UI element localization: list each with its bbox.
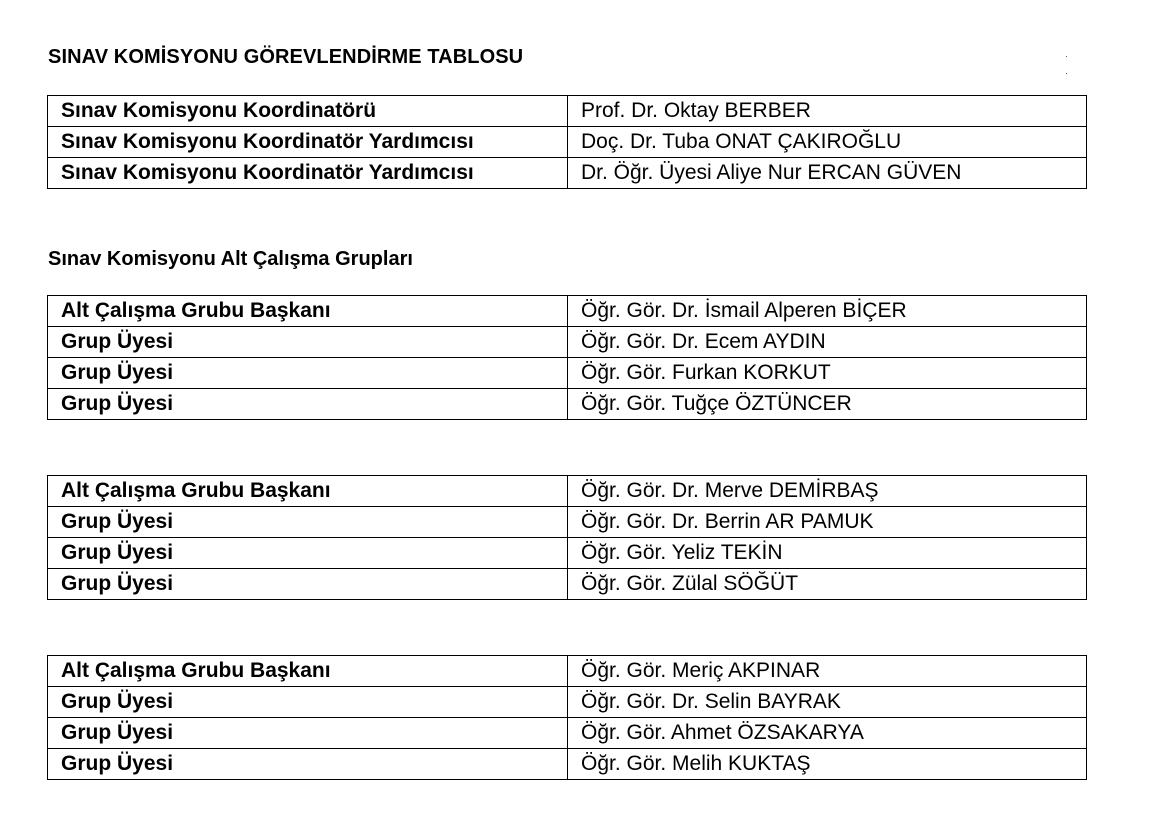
table-row — [48, 749, 1087, 780]
role-cell: Grup Üyesi — [48, 538, 568, 569]
role-cell: Grup Üyesi — [48, 749, 568, 780]
role-cell: Grup Üyesi — [48, 389, 568, 420]
person-cell: Öğr. Gör. Meriç AKPINAR — [568, 656, 1087, 687]
table-row — [48, 476, 1087, 507]
person-cell: Öğr. Gör. Zülal SÖĞÜT — [568, 569, 1087, 600]
role-cell: Grup Üyesi — [48, 569, 568, 600]
table-row — [48, 358, 1087, 389]
person-cell: Öğr. Gör. Dr. Selin BAYRAK — [568, 687, 1087, 718]
role-cell: Sınav Komisyonu Koordinatör Yardımcısı — [48, 127, 568, 158]
role-cell: Grup Üyesi — [48, 687, 568, 718]
role-cell: Grup Üyesi — [48, 507, 568, 538]
person-cell: Dr. Öğr. Üyesi Aliye Nur ERCAN GÜVEN — [568, 158, 1087, 189]
table-row — [48, 507, 1087, 538]
person-cell: Öğr. Gör. Dr. Ecem AYDIN — [568, 327, 1087, 358]
page-title: SINAV KOMİSYONU GÖREVLENDİRME TABLOSU — [48, 46, 524, 68]
person-cell: Doç. Dr. Tuba ONAT ÇAKIROĞLU — [568, 127, 1087, 158]
person-cell: Öğr. Gör. Furkan KORKUT — [568, 358, 1087, 389]
person-cell: Öğr. Gör. Tuğçe ÖZTÜNCER — [568, 389, 1087, 420]
person-cell: Öğr. Gör. Yeliz TEKİN — [568, 538, 1087, 569]
table-row — [48, 127, 1087, 158]
role-cell: Alt Çalışma Grubu Başkanı — [48, 656, 568, 687]
table-row — [48, 569, 1087, 600]
stray-mark — [1066, 73, 1067, 74]
person-cell: Öğr. Gör. Dr. Berrin AR PAMUK — [568, 507, 1087, 538]
person-cell: Öğr. Gör. Dr. Merve DEMİRBAŞ — [568, 476, 1087, 507]
table-row — [48, 327, 1087, 358]
role-cell: Grup Üyesi — [48, 718, 568, 749]
coordinators-table — [47, 95, 1087, 189]
table-row — [48, 296, 1087, 327]
stray-mark — [1066, 56, 1067, 57]
table-row — [48, 538, 1087, 569]
table-row — [48, 687, 1087, 718]
role-cell: Grup Üyesi — [48, 327, 568, 358]
person-cell: Prof. Dr. Oktay BERBER — [568, 96, 1087, 127]
work-group-table — [47, 295, 1087, 420]
table-row — [48, 96, 1087, 127]
role-cell: Sınav Komisyonu Koordinatör Yardımcısı — [48, 158, 568, 189]
role-cell: Sınav Komisyonu Koordinatörü — [48, 96, 568, 127]
table-row — [48, 718, 1087, 749]
role-cell: Alt Çalışma Grubu Başkanı — [48, 476, 568, 507]
table-row — [48, 389, 1087, 420]
table-row — [48, 158, 1087, 189]
role-cell: Alt Çalışma Grubu Başkanı — [48, 296, 568, 327]
work-group-table — [47, 475, 1087, 600]
person-cell: Öğr. Gör. Dr. İsmail Alperen BİÇER — [568, 296, 1087, 327]
table-row — [48, 656, 1087, 687]
role-cell: Grup Üyesi — [48, 358, 568, 389]
person-cell: Öğr. Gör. Ahmet ÖZSAKARYA — [568, 718, 1087, 749]
section-title: Sınav Komisyonu Alt Çalışma Grupları — [48, 248, 413, 270]
work-group-table — [47, 655, 1087, 780]
person-cell: Öğr. Gör. Melih KUKTAŞ — [568, 749, 1087, 780]
